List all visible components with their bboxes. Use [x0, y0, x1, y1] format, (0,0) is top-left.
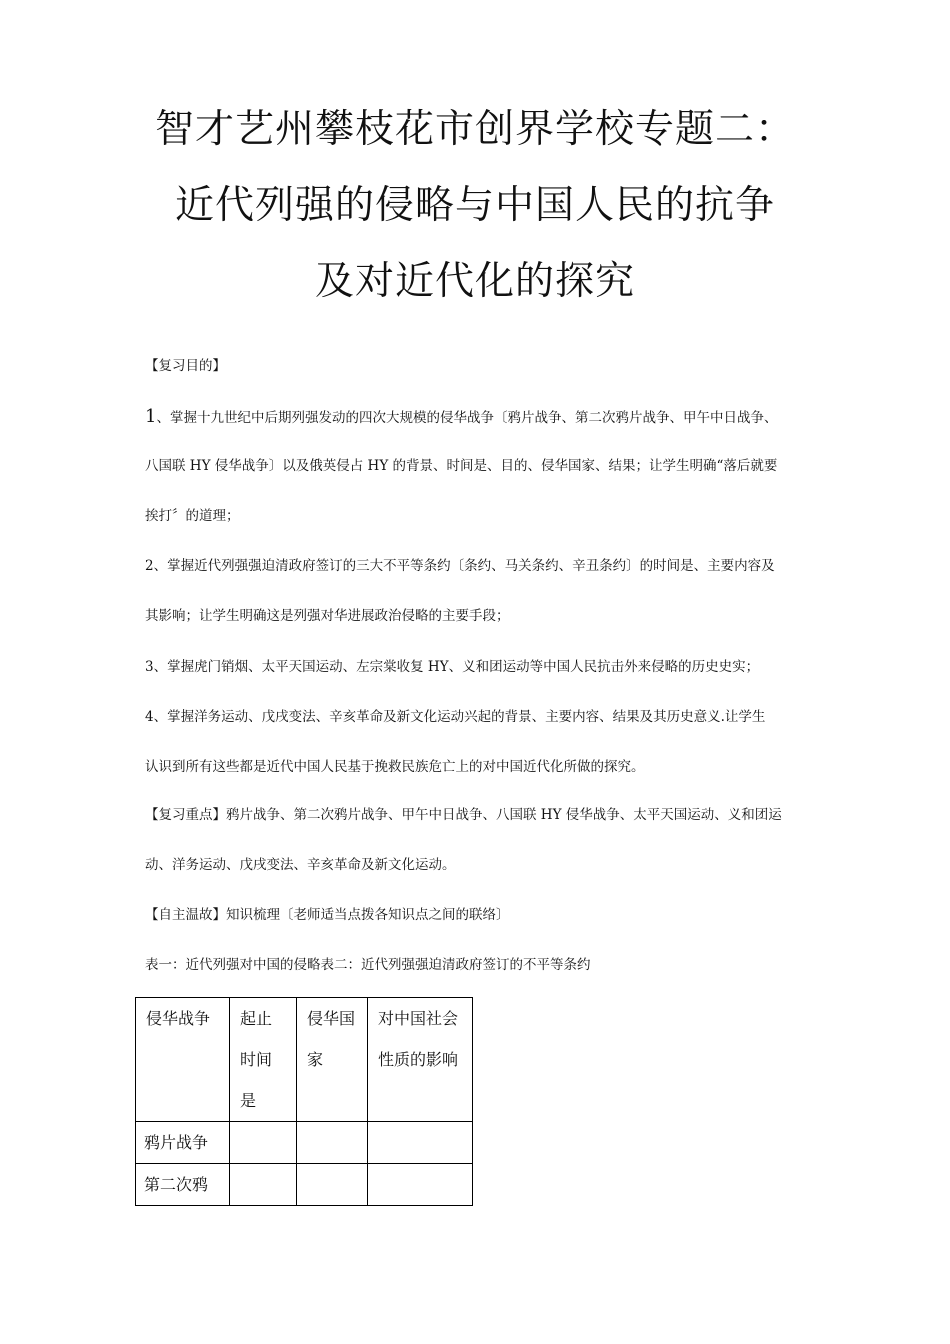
key-points-line-1: 【复习重点】鸦片战争、第二次鸦片战争、甲午中日战争、八国联 HY 侵华战争、太平天国运动、义和团运 [145, 807, 782, 823]
title-line-3: 及对近代化的探究 [314, 259, 635, 304]
header-cell-impact: 对中国社会 性质的影响 [368, 998, 473, 1122]
goal-2-line-2: 其影响；让学生明确这是列强对华进展政治侵略的主要手段； [145, 608, 510, 624]
table-cell [368, 1122, 473, 1164]
table-cell: 鸦片战争 [136, 1122, 230, 1164]
header-cell-war: 侵华战争 [136, 998, 230, 1122]
table-cell [368, 1164, 473, 1206]
table-cell [297, 1122, 368, 1164]
goal-1-line-2: 八国联 HY 侵华战争〕以及俄英侵占 HY 的背景、时间是、目的、侵华国家、结果；让学生明确“落后就要 [145, 458, 778, 474]
table-cell [297, 1164, 368, 1206]
review-goal-heading: 【复习目的】 [145, 358, 226, 374]
header-cell-period: 起止 时间 是 [230, 998, 297, 1122]
invasion-table [135, 997, 473, 1206]
title-line-1: 智才艺州攀枝花市创界学校专题二： [154, 107, 795, 152]
goal-2-line-1: 2、掌握近代列强强迫清政府签订的三大不平等条约〔条约、马关条约、辛丑条约〕的时间是、主要内容及 [145, 558, 775, 574]
table-cell [230, 1122, 297, 1164]
goal-1-line-3: 挨打〞的道理； [145, 508, 240, 524]
key-points-line-2: 动、洋务运动、戊戌变法、辛亥革命及新文化运动。 [145, 857, 456, 873]
table-header-row [136, 998, 473, 1122]
goal-1-text: 、掌握十九世纪中后期列强发动的四次大规模的侵华战争〔鸦片战争、第二次鸦片战争、甲午中日战争、 [156, 410, 778, 426]
goal-3-line: 3、掌握虎门销烟、太平天国运动、左宗棠收复 HY、义和团运动等中国人民抗击外来侵略的历史史实； [145, 659, 760, 675]
table-cell: 第二次鸦 [136, 1164, 230, 1206]
goal-4-line-2: 认识到所有这些都是近代中国人民基于挽救民族危亡上的对中国近代化所做的探究。 [145, 759, 645, 775]
header-cell-countries: 侵华国 家 [297, 998, 368, 1122]
table-cell [230, 1164, 297, 1206]
tables-caption: 表一：近代列强对中国的侵略表二：近代列强强迫清政府签订的不平等条约 [145, 957, 591, 973]
table-row [136, 1164, 473, 1206]
self-study-heading: 【自主温故】知识梳理〔老师适当点拨各知识点之间的联络〕 [145, 907, 510, 923]
title-line-2: 近代列强的侵略与中国人民的抗争 [174, 183, 775, 228]
goal-1-number: 1 [145, 406, 157, 427]
table-row [136, 1122, 473, 1164]
goal-4-line-1: 4、掌握洋务运动、戊戌变法、辛亥革命及新文化运动兴起的背景、主要内容、结果及其历史意义.让学生 [145, 709, 766, 725]
goal-1-line-1 [145, 408, 825, 426]
